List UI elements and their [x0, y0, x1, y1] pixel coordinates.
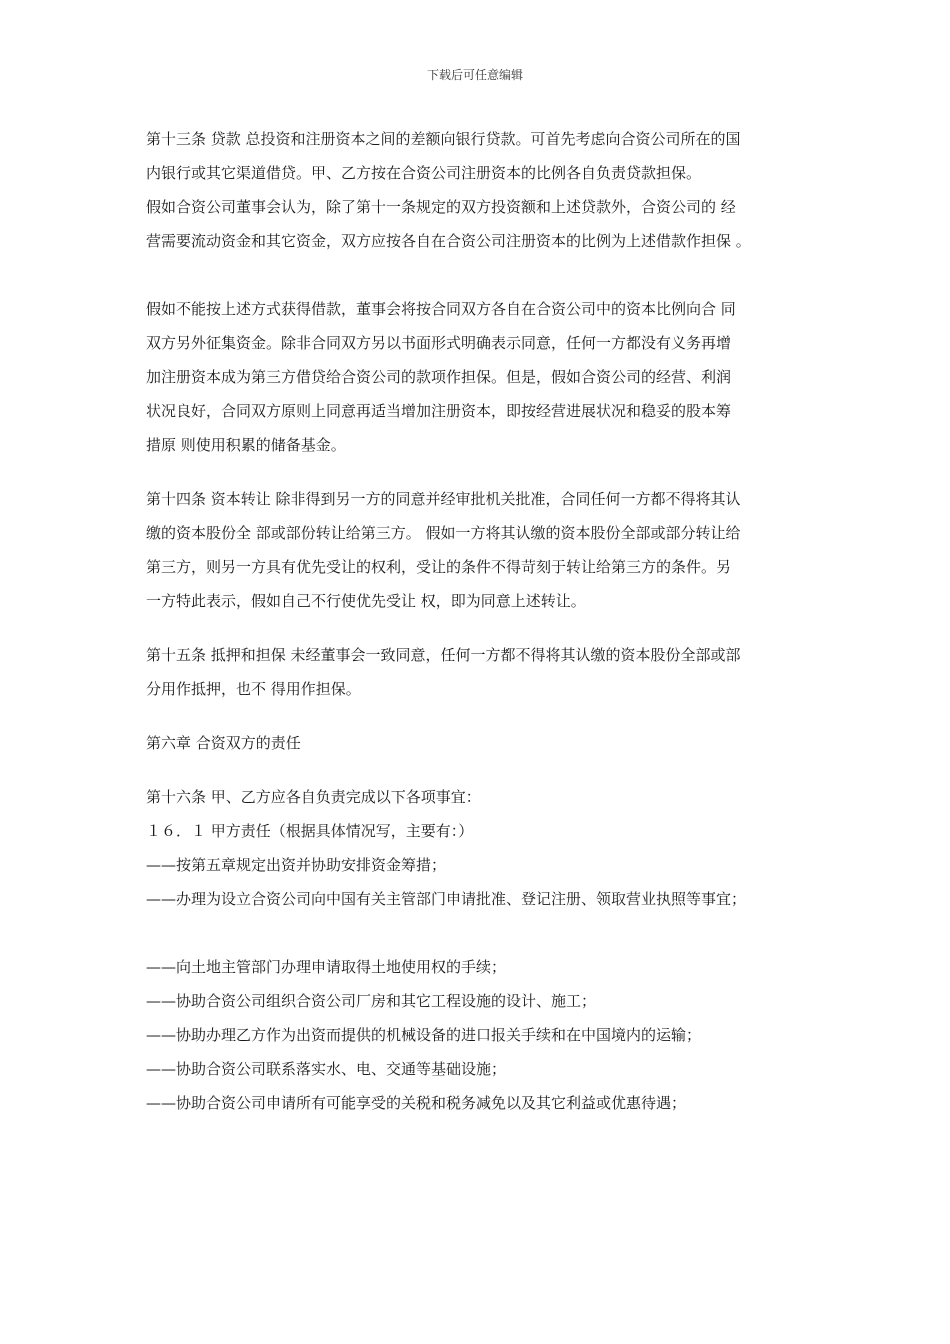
paragraph-gap: [146, 760, 811, 780]
text-line: 一方特此表示，假如自己不行使优先受让 权，即为同意上述转让。: [146, 592, 586, 610]
text-line: 分用作抵押，也不 得用作担保。: [146, 680, 361, 698]
text-line: １６．１ 甲方责任（根据具体情况写，主要有：）: [146, 822, 474, 840]
paragraph-gap: [146, 462, 811, 482]
list-item: ——向土地主管部门办理申请取得土地使用权的手续；: [146, 958, 507, 976]
text-line: 营需要流动资金和其它资金，双方应按各自在合资公司注册资本的比例为上述借款作担保 。: [146, 232, 751, 250]
chapter-heading: 第六章 合资双方的责任: [146, 734, 301, 752]
paragraph-gap: [146, 706, 811, 726]
text-line: 假如合资公司董事会认为，除了第十一条规定的双方投资额和上述贷款外，合资公司的 经: [146, 198, 736, 216]
text-line: 缴的资本股份全 部或部份转让给第三方。 假如一方将其认缴的资本股份全部或部分转让给: [146, 524, 741, 542]
paragraph-gap: [146, 258, 811, 292]
text-line: 第十五条 抵押和担保 未经董事会一致同意，任何一方都不得将其认缴的资本股份全部或部: [146, 646, 741, 664]
text-line: 加注册资本成为第三方借贷给合资公司的款项作担保。但是，假如合资公司的经营、利润: [146, 368, 732, 386]
list-item: ——协助合资公司申请所有可能享受的关税和税务减免以及其它利益或优惠待遇；: [146, 1094, 687, 1112]
text-line: 状况良好，合同双方原则上同意再适当增加注册资本，即按经营进展状况和稳妥的股本筹: [146, 402, 732, 420]
text-line: 第三方，则另一方具有优先受让的权利，受让的条件不得苛刻于转让给第三方的条件。另: [146, 558, 732, 576]
text-line: 双方另外征集资金。除非合同双方另以书面形式明确表示同意，任何一方都没有义务再增: [146, 334, 732, 352]
page-header: 下载后可任意编辑: [426, 68, 523, 82]
paragraph-gap: [146, 618, 811, 638]
paragraph-gap: [146, 916, 811, 950]
text-line: 第十四条 资本转让 除非得到另一方的同意并经审批机关批准，合同任何一方都不得将其认: [146, 490, 741, 508]
text-line: 第十六条 甲、乙方应各自负责完成以下各项事宜：: [146, 788, 481, 806]
text-line: 假如不能按上述方式获得借款，董事会将按合同双方各自在合资公司中的资本比例向合 同: [146, 300, 736, 318]
document-body: [146, 122, 811, 1120]
list-item: ——协助合资公司组织合资公司厂房和其它工程设施的设计、施工；: [146, 992, 597, 1010]
list-item: ——按第五章规定出资并协助安排资金筹措；: [146, 856, 447, 874]
list-item: ——协助合资公司联系落实水、电、交通等基础设施；: [146, 1060, 507, 1078]
list-item: ——协助办理乙方作为出资而提供的机械设备的进口报关手续和在中国境内的运输；: [146, 1026, 702, 1044]
list-item: ——办理为设立合资公司向中国有关主管部门申请批准、登记注册、领取营业执照等事宜；: [146, 890, 747, 908]
text-line: 内银行或其它渠道借贷。甲、乙方按在合资公司注册资本的比例各自负责贷款担保。: [146, 164, 702, 182]
text-line: 措原 则使用积累的储备基金。: [146, 436, 346, 454]
text-line: 第十三条 贷款 总投资和注册资本之间的差额向银行贷款。可首先考虑向合资公司所在的国: [146, 130, 741, 148]
